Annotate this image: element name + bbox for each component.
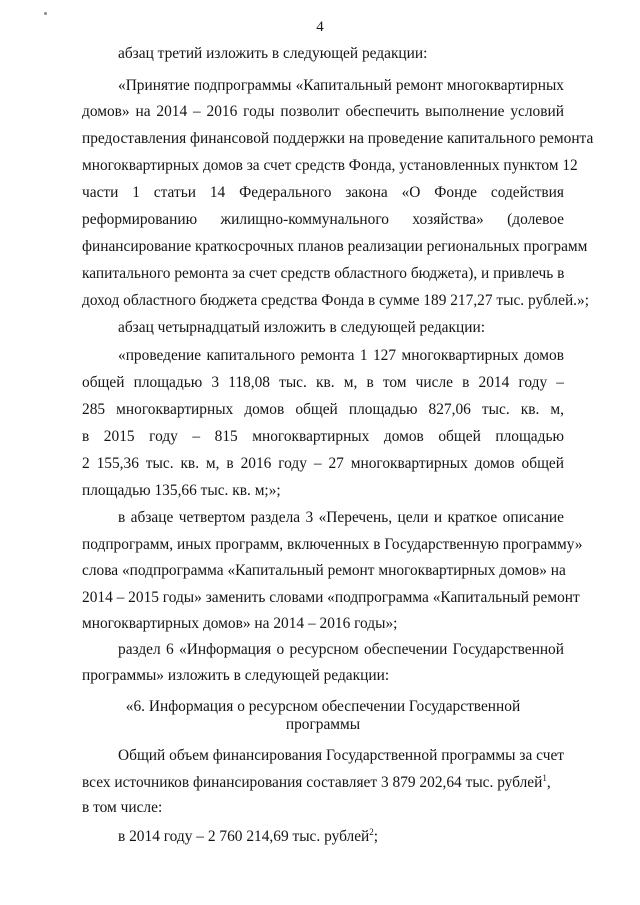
text-fragment: ; [373,828,379,845]
text-line: 2 155,36 тыс. кв. м, в 2016 году – 27 многоквартирных домов общей [82,455,564,472]
page-number: 4 [316,19,324,35]
text-line: в том числе: [82,799,163,816]
footnote-mark: 1 [542,772,547,783]
text-line: 285 многоквартирных домов общей площадью 827,06 тыс. кв. м, [82,401,564,418]
text-line: 2014 – 2015 годы» заменить словами «подпрограмма «Капитальный ремонт [82,589,580,606]
text-line: общей площадью 3 118,08 тыс. кв. м, в том числе в 2014 году – [82,374,564,391]
text-line: многоквартирных домов» на 2014 – 2016 годы»; [82,615,398,632]
text-line: абзац третий изложить в следующей редакции: [118,45,428,62]
text-fragment: , [546,774,551,791]
text-line: предоставления финансовой поддержки на проведение капитального ремонта [82,130,594,147]
text-line: «проведение капитального ремонта 1 127 многоквартирных домов [118,347,564,364]
text-line: подпрограмм, иных программ, включенных в Государственную программу» [82,536,583,553]
section-heading: «6. Информация о ресурсном обеспечении Государственной [125,698,521,715]
footnote-mark: 2 [369,826,374,837]
scan-mark [44,12,47,15]
text-line: финансирование краткосрочных планов реализации региональных программ [82,238,588,255]
text-line: Общий объем финансирования Государственной программы за счет [118,747,564,764]
text-line: абзац четырнадцатый изложить в следующей редакции: [118,319,485,336]
section-heading: программы [285,716,361,733]
text-line: реформированию жилищно-коммунального хозяйства» (долевое [82,211,564,228]
text-line: доход областного бюджета средства Фонда в сумме 189 217,27 тыс. рублей.»; [82,292,590,309]
text-line: раздел 6 «Информация о ресурсном обеспечении Государственной [118,641,564,658]
text-line: в абзаце четвертом раздела 3 «Перечень, цели и краткое описание [118,509,564,526]
text-line: «Принятие подпрограммы «Капитальный ремонт многоквартирных [118,77,564,94]
text-line: многоквартирных домов за счет средств Фонда, установленных пунктом 12 [82,157,578,174]
text-line: площадью 135,66 тыс. кв. м;»; [82,482,281,499]
text-line: слова «подпрограмма «Капитальный ремонт многоквартирных домов» на [82,562,566,579]
text-line: программы» изложить в следующей редакции: [82,667,390,684]
text-line: в 2015 году – 815 многоквартирных домов общей площадью [82,428,564,445]
text-line [118,827,378,847]
text-line [82,773,551,793]
text-line: домов» на 2014 – 2016 годы позволит обеспечить выполнение условий [82,103,564,120]
text-fragment: всех источников финансирования составляет 3 879 202,64 тыс. рублей [82,774,543,791]
text-line: части 1 статьи 14 Федерального закона «О Фонде содействия [82,184,564,201]
text-line: капитального ремонта за счет средств областного бюджета), и привлечь в [82,265,565,282]
text-fragment: в 2014 году – 2 760 214,69 тыс. рублей [118,828,370,845]
